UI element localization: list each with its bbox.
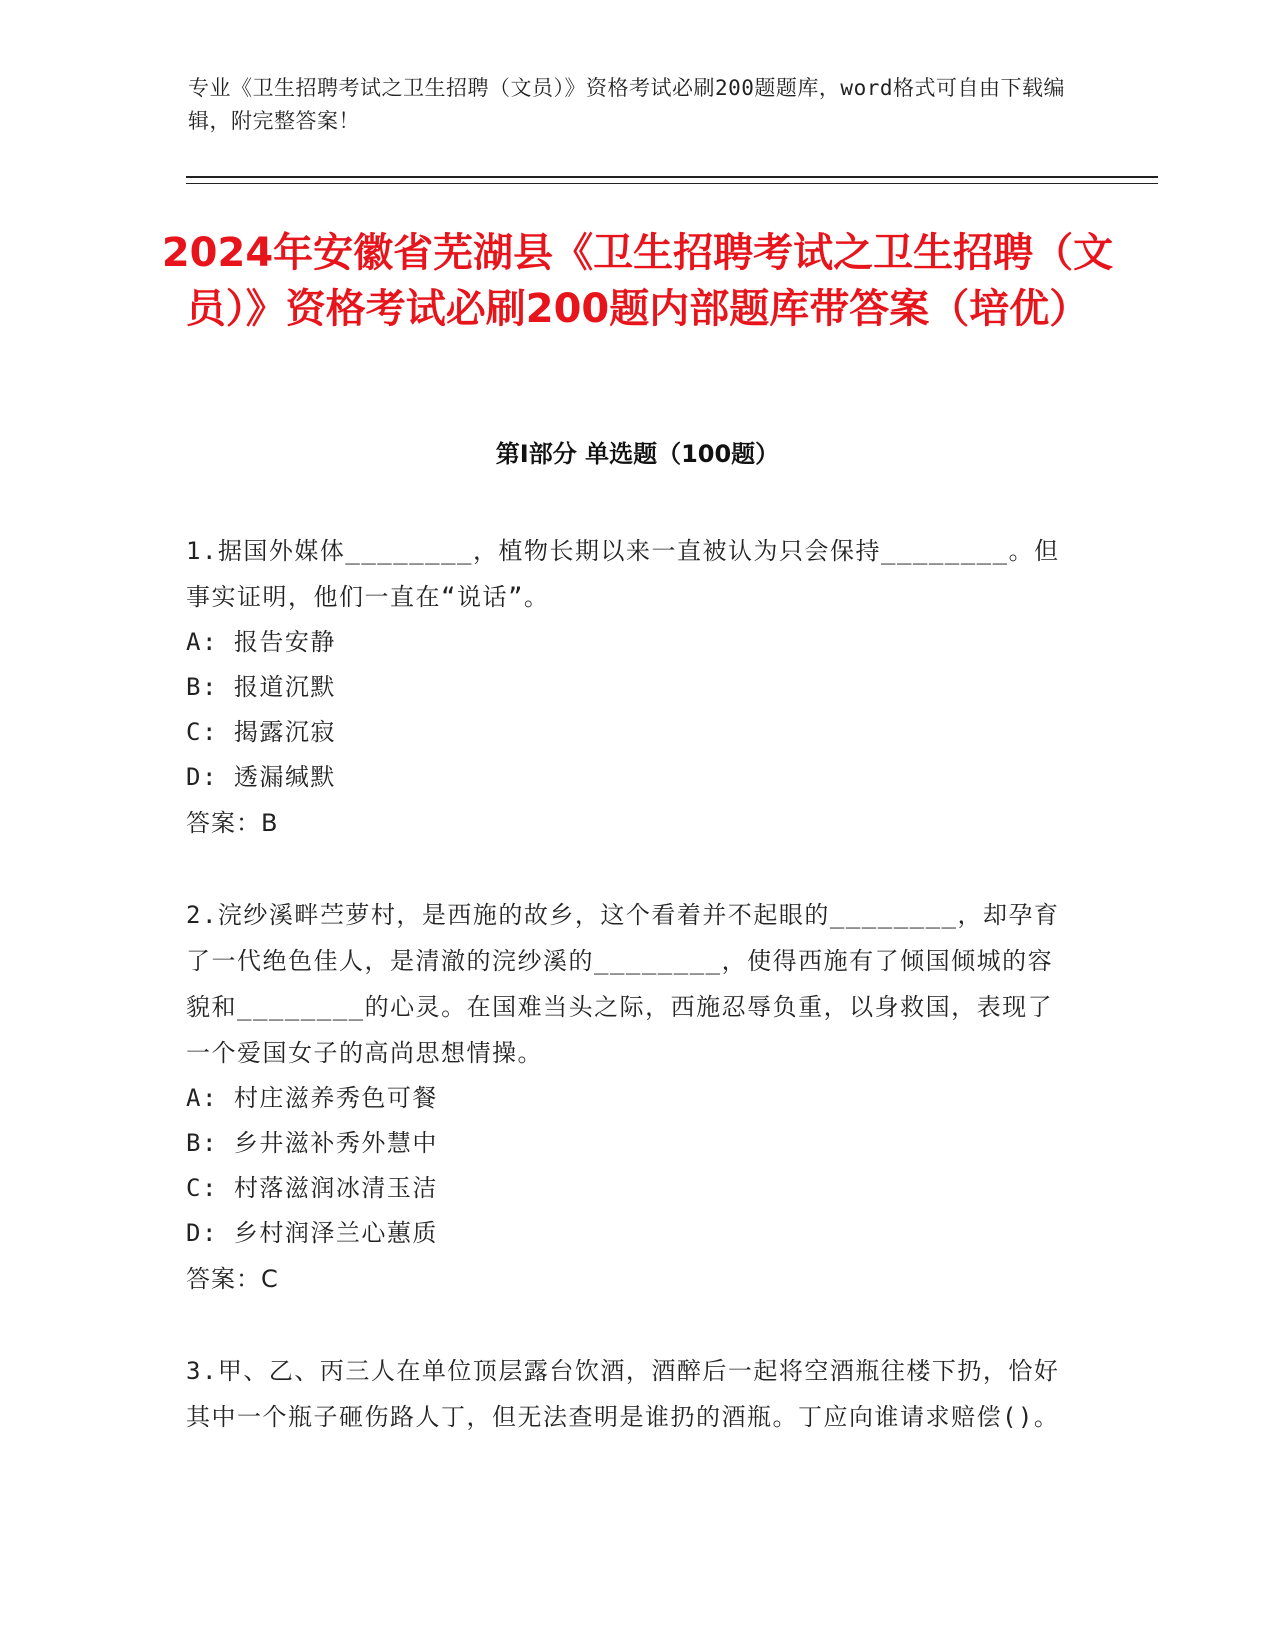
option-a: A: 报告安静 (186, 628, 336, 656)
question-stem: 1.据国外媒体________，植物长期以来一直被认为只会保持________。但事实证明，他们一直在“说话”。 (186, 537, 1060, 611)
question-stem: 3.甲、乙、丙三人在单位顶层露台饮酒，酒醉后一起将空酒瓶往楼下扔，恰好其中一个瓶子砸伤路人丁，但无法查明是谁扔的酒瓶。丁应向谁请求赔偿()。 (186, 1357, 1060, 1431)
option-b: B: 报道沉默 (186, 673, 336, 701)
answer-line: 答案：C (186, 1265, 279, 1293)
option-d: D: 透漏缄默 (186, 763, 336, 791)
answer-line: 答案：B (186, 809, 279, 837)
option-c: C: 村落滋润冰清玉洁 (186, 1174, 438, 1202)
option-b: B: 乡井滋补秀外慧中 (186, 1129, 438, 1157)
question-stem: 2.浣纱溪畔苎萝村，是西施的故乡，这个看着并不起眼的________，却孕育了一代绝色佳人，是清澈的浣纱溪的________，使得西施有了倾国倾城的容貌和________的心灵。在国难当头之际，西施忍辱负重，以身救国，表现了一个爱国女子的高尚思想情操。 (186, 901, 1060, 1067)
question-1 (186, 528, 1066, 846)
question-list (186, 528, 1066, 1486)
option-d: D: 乡村润泽兰心蕙质 (186, 1219, 438, 1247)
option-a: A: 村庄滋养秀色可餐 (186, 1084, 438, 1112)
option-c: C: 揭露沉寂 (186, 718, 336, 746)
question-3 (186, 1348, 1066, 1440)
header-divider-thin (186, 183, 1158, 184)
document-title: 2024年安徽省芜湖县《卫生招聘考试之卫生招聘（文员）》资格考试必刷200题内部题库带答案（培优） (161, 230, 1114, 332)
header-note: 专业《卫生招聘考试之卫生招聘（文员）》资格考试必刷200题题库，word格式可自由下载编辑，附完整答案！ (188, 76, 1065, 133)
question-2 (186, 892, 1066, 1302)
header-divider-thick (186, 176, 1158, 178)
section-heading: 第Ⅰ部分 单选题（100题） (495, 440, 780, 468)
